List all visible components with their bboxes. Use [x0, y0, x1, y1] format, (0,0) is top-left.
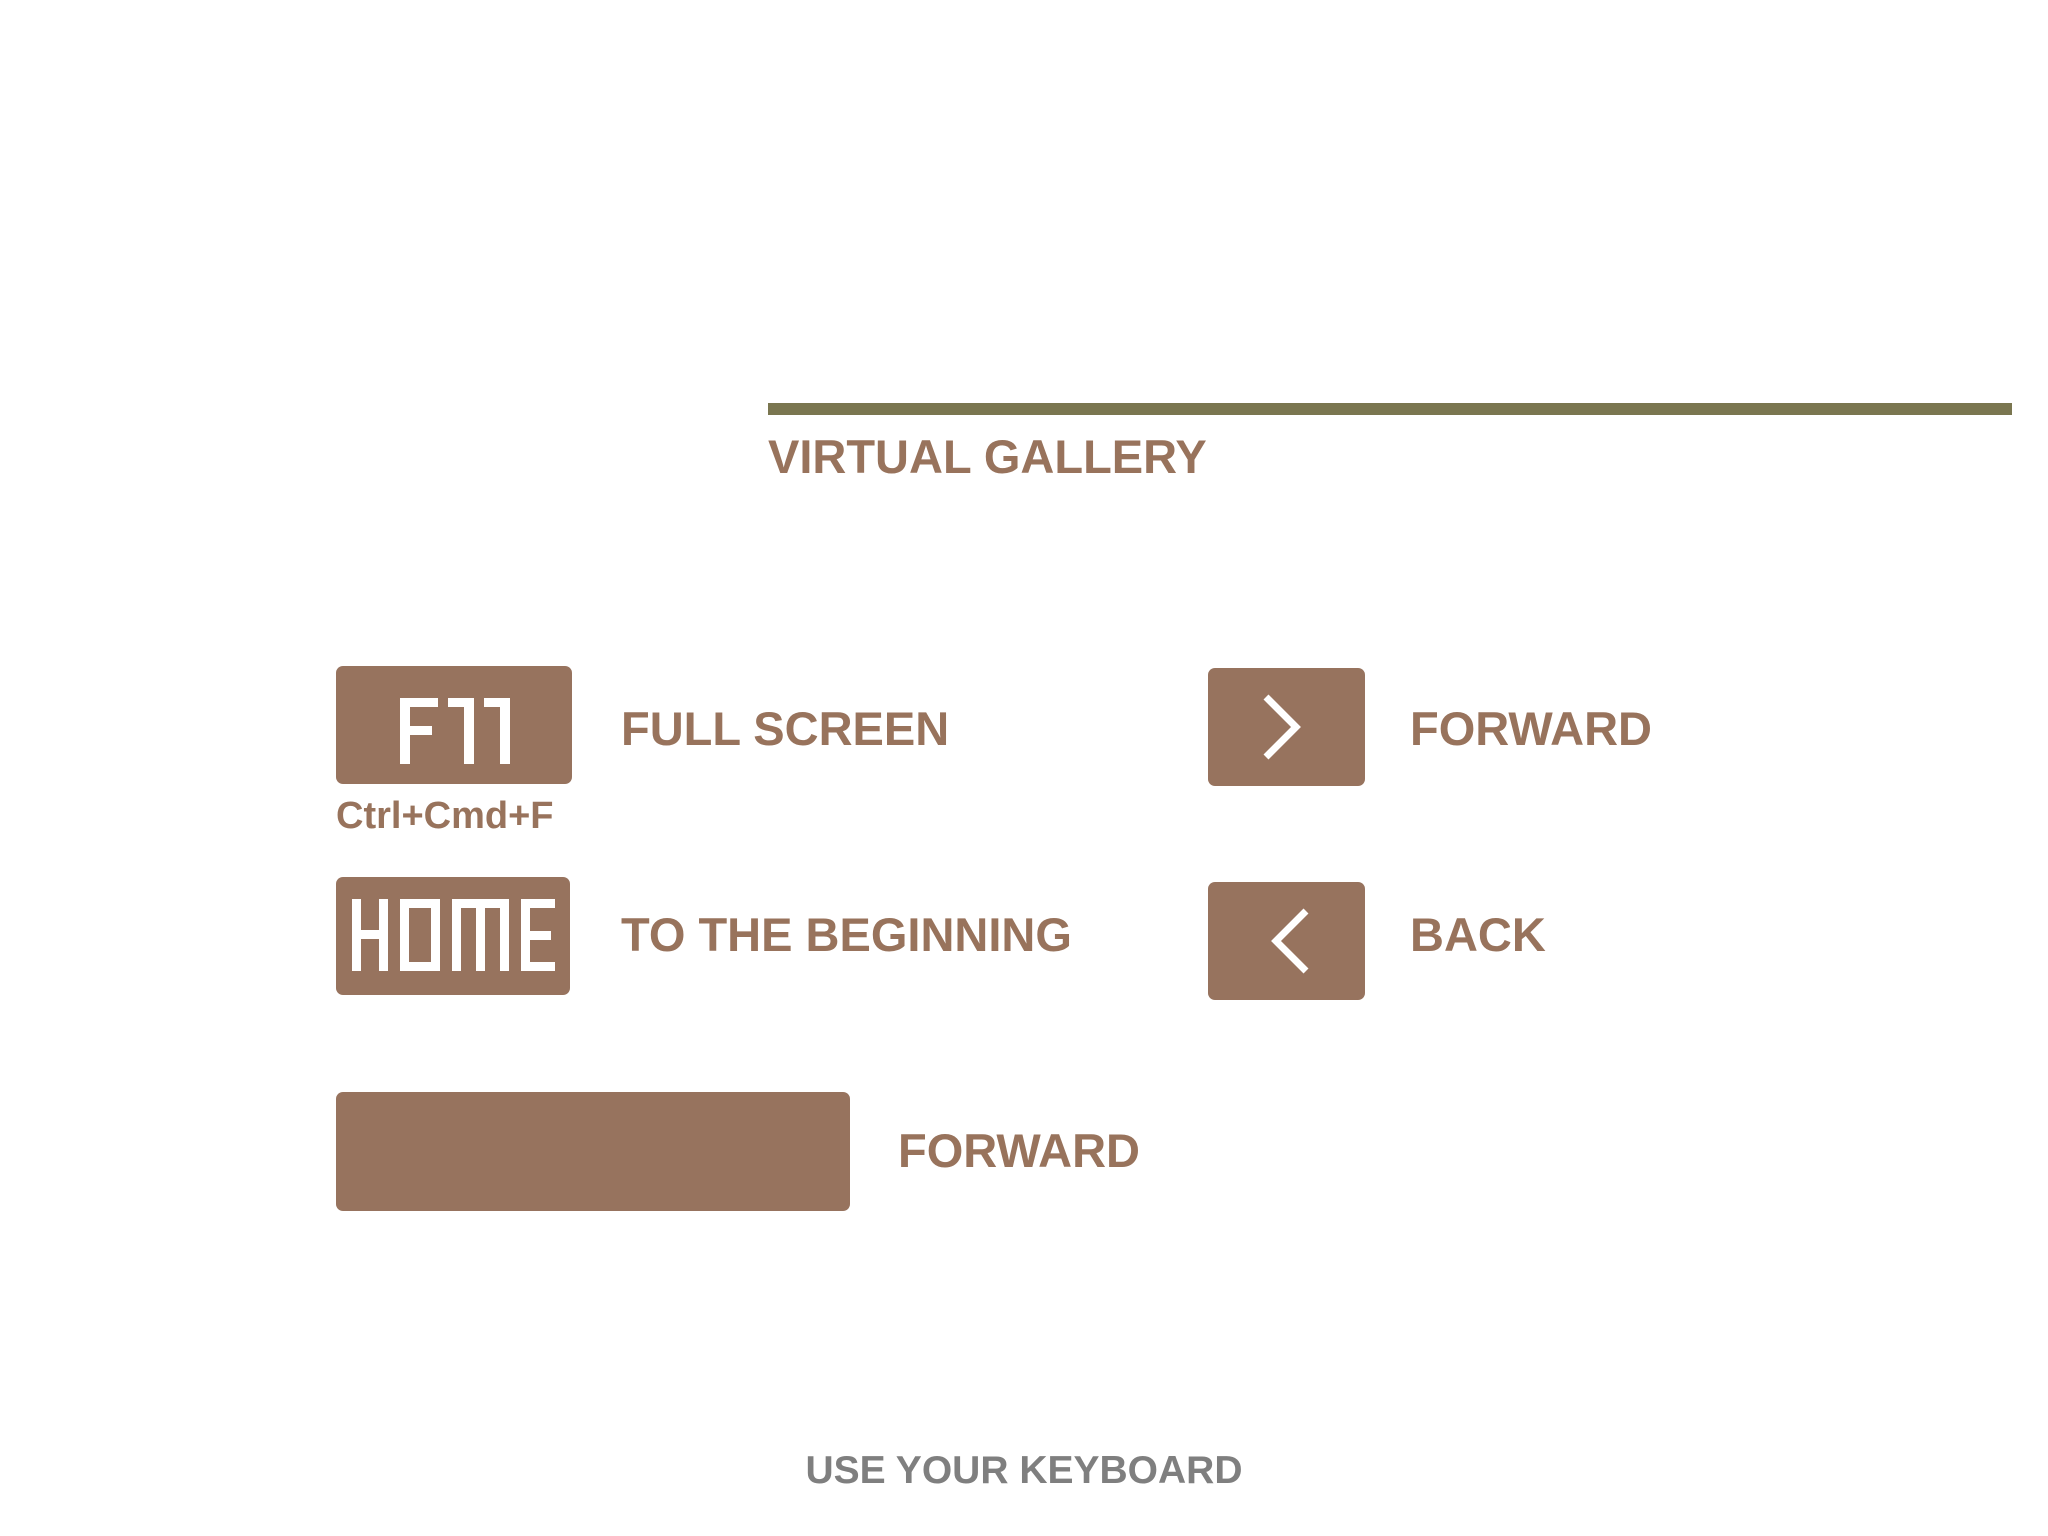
chevron-right-icon: [1208, 668, 1365, 786]
space-forward-label: FORWARD: [898, 1124, 1140, 1177]
chevron-left-icon: [1208, 882, 1365, 1000]
back-label: BACK: [1410, 908, 1546, 961]
full-screen-label: FULL SCREEN: [621, 702, 950, 755]
left-arrow-key-icon: [1208, 882, 1365, 1000]
space-bar-key-icon: [336, 1092, 850, 1211]
home-glyph: [336, 877, 570, 995]
f11-key-icon: [336, 666, 572, 784]
forward-label: FORWARD: [1410, 702, 1652, 755]
f11-glyph: [336, 666, 572, 784]
title-divider: [768, 403, 2012, 415]
page-title: VIRTUAL GALLERY: [768, 430, 1207, 483]
right-arrow-key-icon: [1208, 668, 1365, 786]
home-key-icon: [336, 877, 570, 995]
f11-alternate-shortcut: Ctrl+Cmd+F: [336, 795, 554, 837]
to-the-beginning-label: TO THE BEGINNING: [621, 908, 1072, 961]
keyboard-instruction: USE YOUR KEYBOARD: [805, 1449, 1243, 1492]
